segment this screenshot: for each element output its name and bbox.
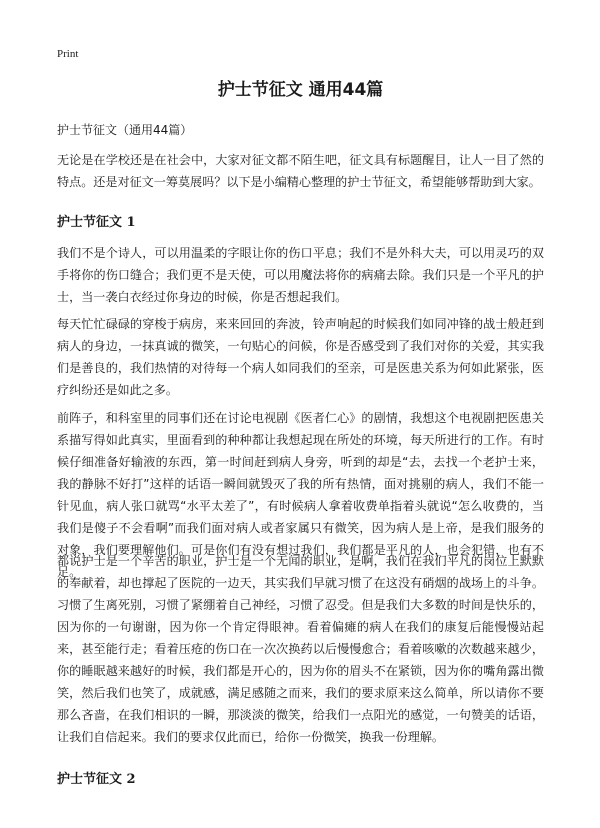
section-1-paragraph-4: 都说护士是一个辛苦的职业，护士是一个无闻的职业，是啊，我们在我们平凡的岗位上默默的奉献着，却也撑起了医院的一边天，其实我们早就习惯了在这没有硝烟的战场上的斗争。习惯了生离死别，习惯了紧绷着自己神经，习惯了忍受。但是我们大多数的时间是快乐的，因为你的一句谢谢，因为你一个肯定得眼神。看着偏瘫的病人在我们的康复后能慢慢站起来，甚至能行走；看着压疮的伤口在一次次换药以后慢慢愈合；看着咳嗽的次数越来越少，你的睡眠越来越好的时候，我们都是开心的，因为你的眉头不在紧锁，因为你的嘴角露出微笑，然后我们也笑了，成就感，满足感随之而来，我们的要求原来这么简单，所以请你不要那么吝啬，在我们相识的一瞬，那淡淡的微笑，给我们一点阳光的感觉，一句赞美的话语，让我们自信起来。我们的要求仅此而已，给你一份微笑，换我一份理解。: [57, 554, 544, 744]
section-heading-1: 护士节征文 1: [57, 215, 136, 230]
intro-paragraph: 无论是在学校还是在社会中，大家对征文都不陌生吧，征文具有标题醒目，让人一目了然的特点。还是对征文一筹莫展吗？以下是小编精心整理的护士节征文，希望能够帮助到大家。: [57, 153, 544, 189]
document-subtitle: 护士节征文（通用44篇）: [57, 123, 193, 137]
section-1-paragraph-3: 前阵子，和科室里的同事们还在讨论电视剧《医者仁心》的剧情，我想这个电视剧把医患关系描写得如此真实，里面看到的种种都让我想起现在所处的环境，每天所进行的工作。有时候仔细准备好输液的东西，第一时间赶到病人身旁，听到的却是“去，去找一个老护士来，我的静脉不好打”这样的话语一瞬间就毁灭了我的所有热情，面对挑剔的病人，我们不能一针见血，病人张口就骂“水平太差了”，有时候病人拿着收费单指着头就说“怎么收费的，当我们是傻子不会看啊”而我们面对病人或者家属只有微笑，因为病人是上帝，是我们服务的对象，我们要理解他们。可是你们有没有想过我们，我们都是平凡的人，也会犯错，也有不足。: [57, 411, 544, 579]
section-1-paragraph-1: 我们不是个诗人，可以用温柔的字眼让你的伤口平息；我们不是外科大夫，可以用灵巧的双手将你的伤口缝合；我们更不是天使，可以用魔法将你的病痛去除。我们只是一个平凡的护士，当一袭白衣经过你身边的时候，你是否想起我们。: [57, 246, 544, 304]
section-1-paragraph-2: 每天忙忙碌碌的穿梭于病房，来来回回的奔波，铃声响起的时候我们如同冲锋的战士般赶到病人的身边，一抹真诚的微笑，一句贴心的问候，你是否感受到了我们对你的关爱，其实我们是善良的，我们热情的对待每一个病人如同我们的至亲，可是医患关系为何如此紧张，医疗纠纷还是如此之多。: [57, 317, 544, 397]
print-link[interactable]: Print: [57, 48, 79, 60]
section-heading-2: 护士节征文 2: [57, 772, 136, 787]
document-title: 护士节征文 通用44篇: [217, 80, 384, 100]
